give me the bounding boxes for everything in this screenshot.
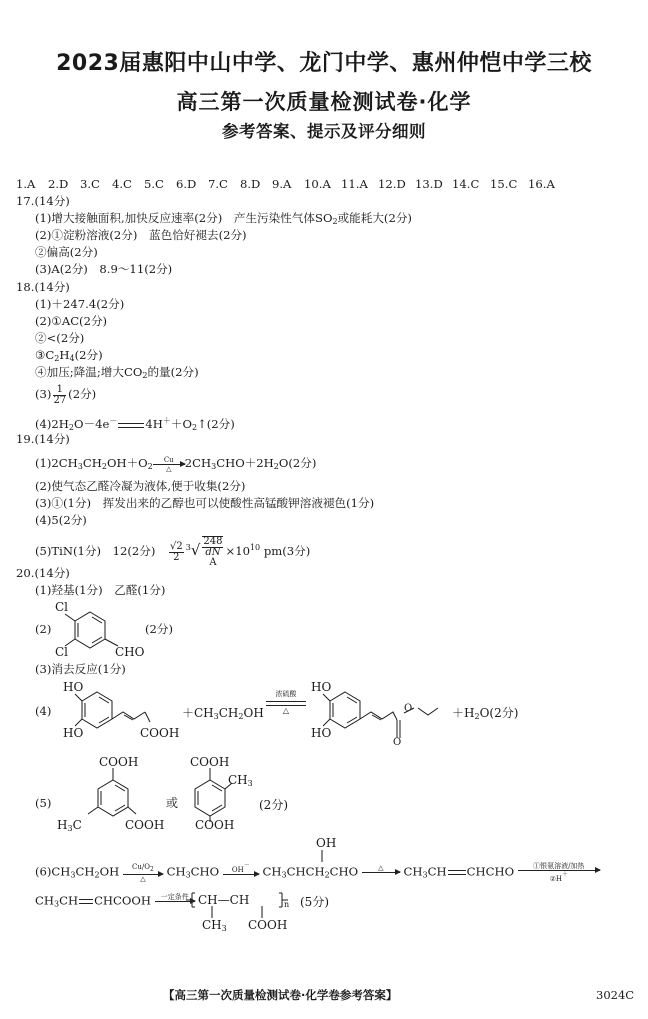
q20-7-cooh: COOH [248, 918, 288, 932]
q20-line-2-score: (2分) [145, 622, 174, 636]
mcq-answer: 7.C [208, 177, 228, 191]
q17-line-4: (3)A(2分) 8.9～11(2分) [35, 262, 173, 276]
mcq-answer: 16.A [528, 177, 555, 191]
q17-heading: 17.(14分) [16, 194, 70, 208]
footer-code: 3024C [596, 988, 635, 1002]
q20-7-n: n [284, 900, 290, 909]
q19-line-2: (2)使气态乙醛冷凝为液体,便于收集(2分) [35, 479, 246, 493]
q20-line-7: $CH_3CH$ CHCOOH 一定条件 [35, 893, 195, 912]
q20-4-ethanol: $+CH_3CH_2OH$ [182, 706, 264, 721]
mcq-answer: 15.C [490, 177, 518, 191]
q20-4-ho-top-product: HO [311, 680, 332, 694]
mcq-answer: 10.A [304, 177, 331, 191]
mcq-answer: 2.D [48, 177, 69, 191]
q18-line-4: $③C_2H_4(2$分) [35, 348, 103, 363]
q19-line-1: $(1)2CH_3CH_2OH+O_2$ Cu △ $2CH_3CHO+2H_2O(2$分) [35, 455, 317, 473]
q18-line-7: $(4)2H_2O-4e^-$ $4H^++O_2↑(2$分) [35, 416, 235, 432]
q19-heading: 19.(14分) [16, 432, 70, 446]
q17-line-3: ②偏高(2分) [35, 245, 98, 259]
q17-line-2: (2)①淀粉溶液(2分) 蓝色恰好褪去(2分) [35, 228, 247, 242]
q20-4-ester-o: O [404, 703, 413, 714]
title-line-3: 参考答案、提示及评分细则 [222, 122, 426, 141]
mcq-answer: 1.A [16, 177, 36, 191]
q20-line-5-label: (5) [35, 796, 52, 810]
q19-line-5: (5)TiN(1分) 12(2分) $\frac{√2}{2}$ $^3$√ 248 dN A $\times 10^{10}$ pm(3分) [35, 536, 311, 568]
q20-4-carbonyl-o: O [393, 737, 402, 748]
q18-line-3: ②<(2分) [35, 331, 85, 345]
q19-line-3: (3)①(1分) 挥发出来的乙醇也可以使酸性高锰酸钾溶液褪色(1分) [35, 496, 375, 510]
mcq-answer: 12.D [378, 177, 406, 191]
q20-5-cooh-bottom-b: COOH [195, 818, 235, 832]
q20-line-2-label: (2) [35, 622, 52, 636]
q20-5-cooh-bottom-a: COOH [125, 818, 165, 832]
q20-4-water: $+H_2O(2$分) [452, 706, 519, 721]
q20-5-score: (2分) [259, 798, 288, 812]
q20-5-cooh-top-a: COOH [99, 755, 139, 769]
mcq-answer: 5.C [144, 177, 164, 191]
q18-line-1: (1)＋247.4(2分) [35, 297, 125, 311]
q17-line-1: (1)增大接触面积,加快反应速率(2分) 产生污染性气体$SO_2$或能耗大(2分) [35, 211, 412, 226]
q20-line-6: $(6)CH_3CH_2OH$ Cu/O2 △ $CH_3CHO$ OH－ $CH_3CHCH_2CHO$ △ $CH_3CH$ CHCHO ①银氨溶液/加热 ②H＋ [35, 862, 600, 883]
mcq-answer: 14.C [452, 177, 480, 191]
mcq-answer: 11.A [341, 177, 368, 191]
mcq-answer: 3.C [80, 177, 100, 191]
q20-7-score: (5分) [300, 895, 329, 909]
q20-line-3: (3)消去反应(1分) [35, 662, 126, 676]
q18-line-6: (3) $\frac{1}{27}$ (2分) [35, 383, 97, 406]
q20-7-polymer: CH—CH [198, 893, 250, 907]
title-line-2: 高三第一次质量检测试卷·化学 [176, 90, 472, 114]
q20-4-ho-bottom: HO [63, 726, 84, 740]
q18-heading: 18.(14分) [16, 280, 70, 294]
q20-7-ch3: $CH_3$ [202, 918, 227, 933]
q20-4-ho-top: HO [63, 680, 84, 694]
q20-4-ho-bottom-product: HO [311, 726, 332, 740]
mcq-answer: 8.D [240, 177, 261, 191]
mcq-answer: 13.D [415, 177, 443, 191]
q18-line-5: ④加压;降温;增大$CO_2$的量(2分) [35, 365, 199, 380]
q20-4-arrow: 浓硫酸 △ [266, 690, 306, 716]
q20-5-ch3: $CH_3$ [228, 773, 253, 788]
q18-line-2: (2)①AC(2分) [35, 314, 108, 328]
mcq-answer: 9.A [272, 177, 292, 191]
title-line-1: 2023届惠阳中山中学、龙门中学、惠州仲恺中学三校 [56, 51, 592, 76]
q20-4-cooh: COOH [140, 726, 180, 740]
q20-6-oh: OH [316, 836, 337, 850]
q20-2-cl-top: Cl [55, 600, 69, 614]
q20-2-cho: CHO [115, 645, 145, 659]
q19-line-4: (4)5(2分) [35, 513, 87, 527]
q20-2-cl-bottom: Cl [55, 645, 69, 659]
q20-line-1: (1)羟基(1分) 乙醛(1分) [35, 583, 166, 597]
q20-5-or: 或 [166, 796, 179, 810]
q20-heading: 20.(14分) [16, 566, 70, 580]
q20-5-h3c: $H_3C$ [57, 818, 82, 833]
footer-text: 【高三第一次质量检测试卷·化学卷参考答案】 [163, 988, 398, 1002]
mcq-answer: 6.D [176, 177, 197, 191]
q20-line-4-label: (4) [35, 704, 52, 718]
q20-5-cooh-top-b: COOH [190, 755, 230, 769]
mcq-answer: 4.C [112, 177, 132, 191]
